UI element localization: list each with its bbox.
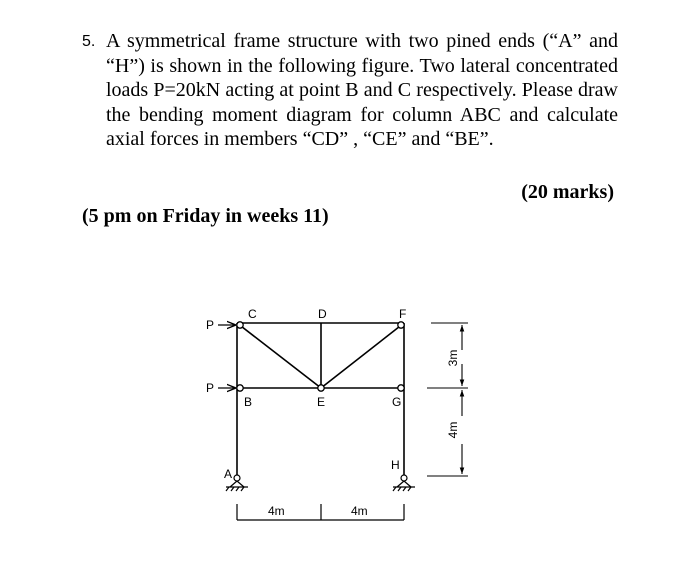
node-label-a: A [224, 467, 233, 481]
member-ce [237, 323, 321, 388]
dim-label-bay-right: 4m [351, 504, 368, 518]
hinge-b [237, 385, 243, 391]
dim-vertical [427, 323, 468, 476]
hinge-f [398, 322, 404, 328]
hinge-e [318, 385, 324, 391]
hinge-c [237, 322, 243, 328]
node-label-e: E [317, 395, 326, 409]
node-label-h: H [391, 458, 400, 472]
dim-label-height-upper: 3m [446, 349, 460, 367]
node-label-b: B [244, 395, 253, 409]
member-ef [321, 323, 404, 388]
hinge-g [398, 385, 404, 391]
load-label-upper: P [206, 318, 215, 332]
node-label-d: D [318, 307, 327, 321]
dim-horizontal [237, 504, 404, 520]
node-label-c: C [248, 307, 257, 321]
load-label-lower: P [206, 381, 215, 395]
marks-label: (20 marks) [521, 181, 614, 203]
deadline-label: (5 pm on Friday in weeks 11) [82, 205, 329, 227]
problem-text: A symmetrical frame structure with two pined ends (“A” and “H”) is shown in the following figure. Two lateral concentrated loads P=20kN acting at point B and C respectively. Please draw the bending moment diagram for column ABC and calculate axial forces in members “CD” , “CE” and “BE”. [106, 30, 618, 150]
support-h [393, 475, 415, 491]
dim-label-bay-left: 4m [268, 504, 285, 518]
node-label-g: G [392, 395, 402, 409]
problem-number: 5. [82, 33, 96, 50]
node-label-f: F [399, 307, 407, 321]
dim-label-height-lower: 4m [446, 421, 460, 439]
